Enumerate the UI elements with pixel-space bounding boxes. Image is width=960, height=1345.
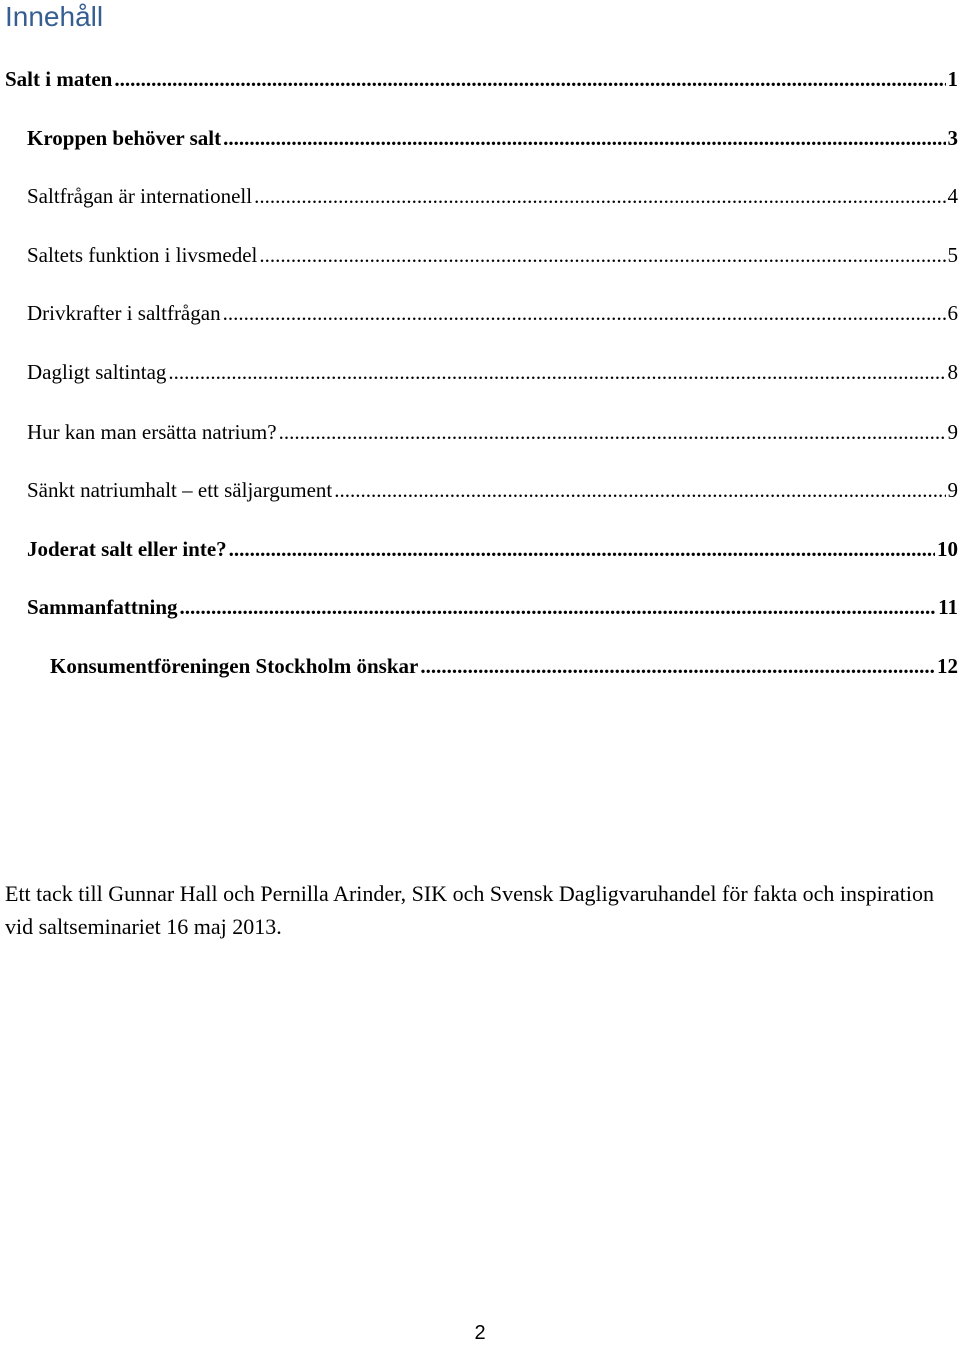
toc-entry[interactable] bbox=[5, 66, 958, 92]
toc-entry-page: 9 bbox=[947, 420, 958, 444]
toc-dot-leader bbox=[180, 594, 937, 620]
toc-entry-page: 8 bbox=[947, 360, 958, 384]
toc-entry-page: 3 bbox=[947, 126, 958, 150]
toc-entry[interactable] bbox=[27, 477, 958, 503]
toc-dot-leader bbox=[168, 359, 945, 385]
toc-heading: Innehåll bbox=[5, 1, 104, 32]
toc-dot-leader bbox=[254, 183, 945, 209]
toc-entry-title: Sänkt natriumhalt – ett säljargument bbox=[27, 478, 333, 502]
toc-dot-leader bbox=[279, 419, 946, 445]
toc-dot-leader bbox=[259, 242, 945, 268]
toc-entry-page: 6 bbox=[947, 301, 958, 325]
toc-dot-leader bbox=[223, 125, 945, 151]
toc-entry-page: 10 bbox=[937, 537, 958, 561]
toc-dot-leader bbox=[229, 536, 935, 562]
toc-entry-page: 11 bbox=[938, 595, 958, 619]
toc-entry-page: 1 bbox=[947, 67, 958, 91]
toc-dot-leader bbox=[334, 477, 945, 503]
acknowledgement-paragraph: Ett tack till Gunnar Hall och Pernilla Arinder, SIK och Svensk Dagligvaruhandel för fakta och inspiration vid saltseminariet 16 maj 2013. bbox=[5, 881, 934, 939]
toc-entry[interactable] bbox=[27, 359, 958, 385]
toc-dot-leader bbox=[114, 66, 945, 92]
toc-dot-leader bbox=[420, 653, 935, 679]
toc-entry[interactable] bbox=[27, 125, 958, 151]
toc-entry-title: Saltfrågan är internationell bbox=[27, 184, 253, 208]
toc-entry-title: Saltets funktion i livsmedel bbox=[27, 243, 258, 267]
toc-entry-page: 5 bbox=[947, 243, 958, 267]
toc-entry-title: Salt i maten bbox=[5, 67, 113, 91]
page-number: 2 bbox=[474, 1322, 486, 1344]
toc-entry[interactable] bbox=[27, 419, 958, 445]
toc-entry[interactable] bbox=[27, 536, 958, 562]
toc-entry-title: Konsumentföreningen Stockholm önskar bbox=[50, 654, 419, 678]
toc-entry-title: Hur kan man ersätta natrium? bbox=[27, 420, 277, 444]
toc-entry[interactable] bbox=[27, 183, 958, 209]
toc-entry[interactable] bbox=[27, 300, 958, 326]
toc-entry-title: Sammanfattning bbox=[27, 595, 178, 619]
toc-entry[interactable] bbox=[27, 242, 958, 268]
toc-entry-page: 9 bbox=[947, 478, 958, 502]
toc-entry-page: 4 bbox=[947, 184, 958, 208]
toc-entry[interactable] bbox=[27, 594, 958, 620]
toc-dot-leader bbox=[223, 300, 946, 326]
toc-entry-page: 12 bbox=[937, 654, 958, 678]
toc-entry-title: Joderat salt eller inte? bbox=[27, 537, 227, 561]
toc-entry[interactable] bbox=[50, 653, 958, 679]
toc-entry-title: Drivkrafter i saltfrågan bbox=[27, 301, 221, 325]
toc-entry-title: Dagligt saltintag bbox=[27, 360, 167, 384]
toc-entry-title: Kroppen behöver salt bbox=[27, 126, 222, 150]
